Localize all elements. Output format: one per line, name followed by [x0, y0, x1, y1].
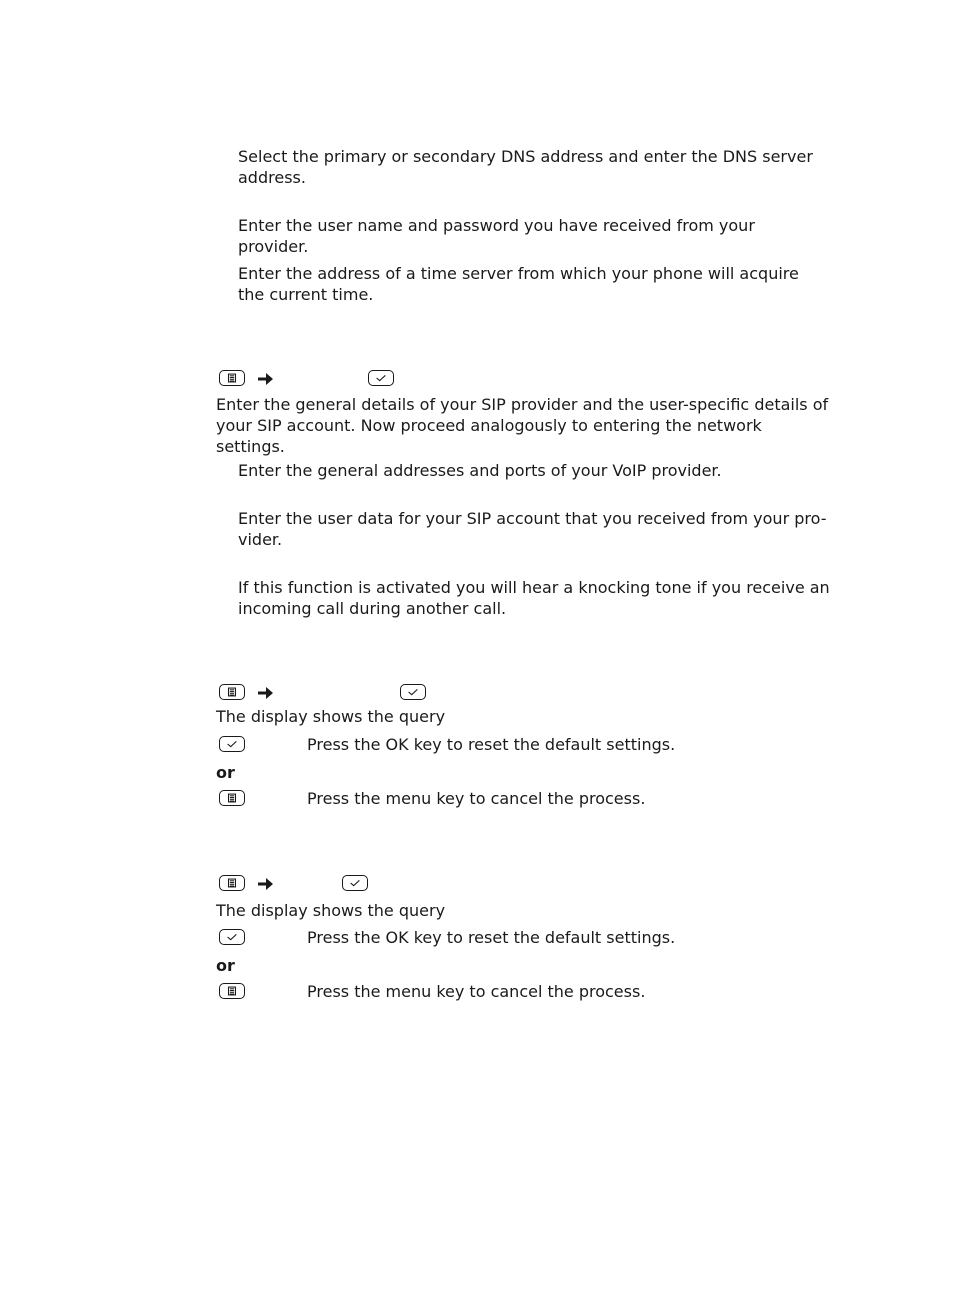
ok-key-icon	[368, 370, 394, 386]
knocking-tone-text: If this function is activated you will hear a knocking tone if you receive an incoming call during another call.	[238, 578, 830, 618]
menu-key-icon	[219, 790, 245, 806]
arrow-right-icon	[258, 877, 274, 891]
query-text: The display shows the query	[216, 901, 446, 920]
sip-intro-text: Enter the general details of your SIP provider and the user-specific details of your SIP account. Now proceed analogously to entering the network settings.	[216, 395, 829, 456]
arrow-right-icon	[258, 686, 274, 700]
ok-key-icon	[400, 684, 426, 700]
query-text: The display shows the query	[216, 707, 446, 726]
arrow-right-icon	[258, 372, 274, 386]
ok-key-icon	[342, 875, 368, 891]
menu-key-instruction: Press the menu key to cancel the process.	[307, 789, 646, 808]
ok-key-instruction: Press the OK key to reset the default settings.	[307, 928, 676, 947]
menu-key-instruction: Press the menu key to cancel the process.	[307, 982, 646, 1001]
or-label: or	[216, 763, 235, 782]
ok-key-icon	[219, 736, 245, 752]
menu-key-icon	[219, 684, 245, 700]
dns-address-text: Select the primary or secondary DNS address and enter the DNS server address.	[238, 147, 813, 187]
menu-key-icon	[219, 875, 245, 891]
menu-key-icon	[219, 983, 245, 999]
user-name-password-text: Enter the user name and password you have received from your provider.	[238, 216, 755, 256]
sip-addresses-text: Enter the general addresses and ports of your VoIP provider.	[238, 461, 722, 480]
ok-key-icon	[219, 929, 245, 945]
sip-user-data-text: Enter the user data for your SIP account that you received from your pro-vider.	[238, 509, 827, 549]
time-server-text: Enter the address of a time server from which your phone will acquire the current time.	[238, 264, 799, 304]
menu-key-icon	[219, 370, 245, 386]
ok-key-instruction: Press the OK key to reset the default settings.	[307, 735, 676, 754]
or-label: or	[216, 956, 235, 975]
